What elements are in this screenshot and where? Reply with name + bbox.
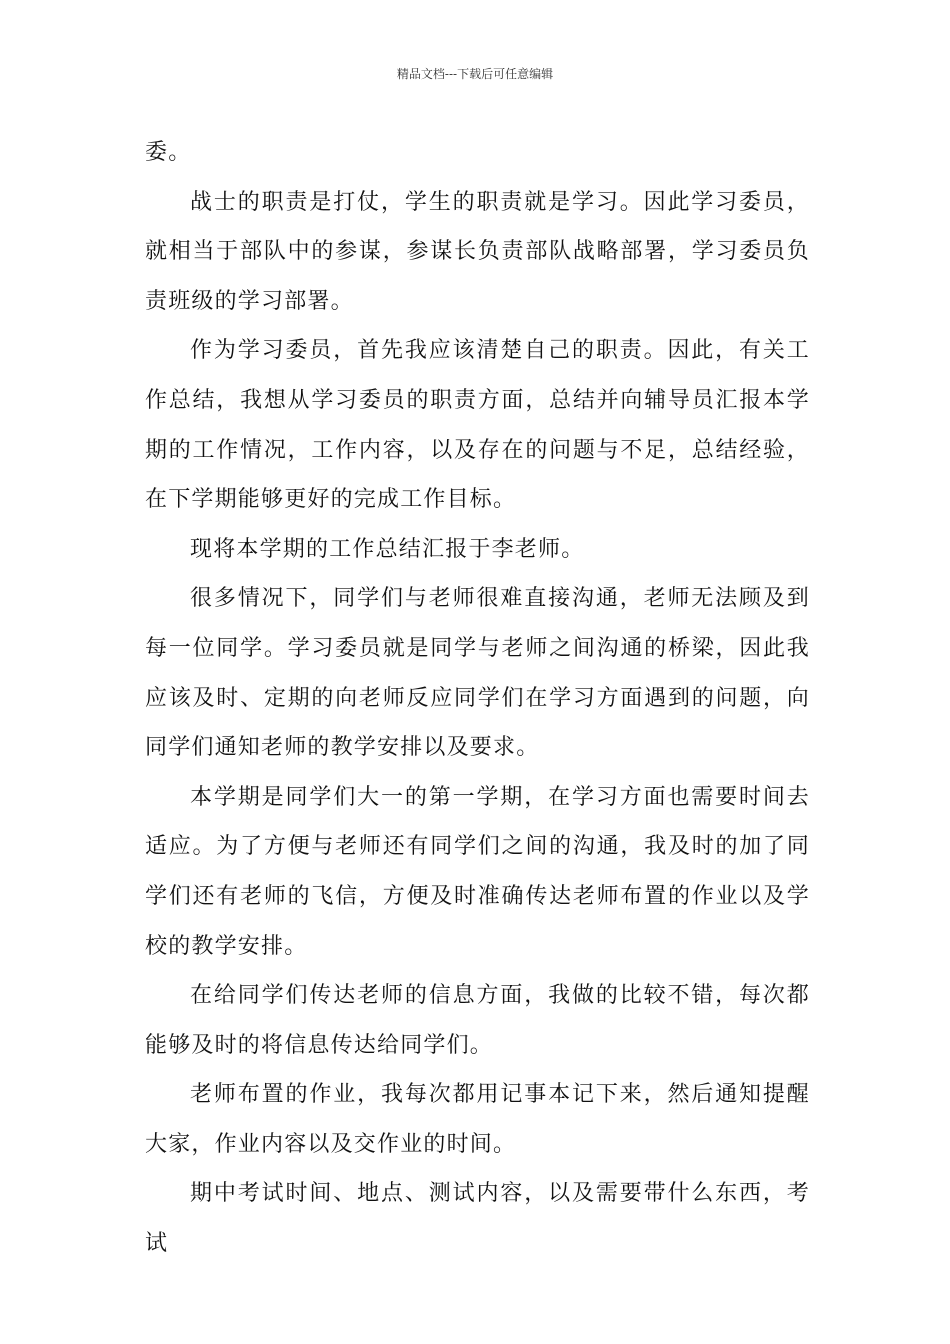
page-header: 精品文档---下载后可任意编辑 (396, 67, 554, 81)
paragraph-2: 战士的职责是打仗，学生的职责就是学习。因此学习委员，就相当于部队中的参谋，参谋长负责部队战略部署，学习委员负责班级的学习部署。 (145, 189, 810, 314)
paragraph-6: 本学期是同学们大一的第一学期，在学习方面也需要时间去适应。为了方便与老师还有同学们之间的沟通，我及时的加了同学们还有老师的飞信，方便及时准确传达老师布置的作业以及学校的教学安排。 (145, 784, 810, 959)
paragraph-5: 很多情况下，同学们与老师很难直接沟通，老师无法顾及到每一位同学。学习委员就是同学与老师之间沟通的桥梁，因此我应该及时、定期的向老师反应同学们在学习方面遇到的问题，向同学们通知老师的教学安排以及要求。 (145, 586, 810, 761)
paragraph-3: 作为学习委员，首先我应该清楚自己的职责。因此，有关工作总结，我想从学习委员的职责方面，总结并向辅导员汇报本学期的工作情况，工作内容，以及存在的问题与不足，总结经验，在下学期能够更好的完成工作目标。 (145, 338, 810, 513)
paragraph-8: 老师布置的作业，我每次都用记事本记下来，然后通知提醒大家，作业内容以及交作业的时间。 (145, 1082, 810, 1157)
paragraph-4: 现将本学期的工作总结汇报于李老师。 (190, 536, 585, 562)
paragraph-7: 在给同学们传达老师的信息方面，我做的比较不错，每次都能够及时的将信息传达给同学们。 (145, 983, 810, 1058)
paragraph-1: 委。 (145, 140, 192, 165)
paragraph-9: 期中考试时间、地点、测试内容，以及需要带什么东西，考试 (145, 1181, 810, 1257)
document-body (145, 128, 810, 1269)
